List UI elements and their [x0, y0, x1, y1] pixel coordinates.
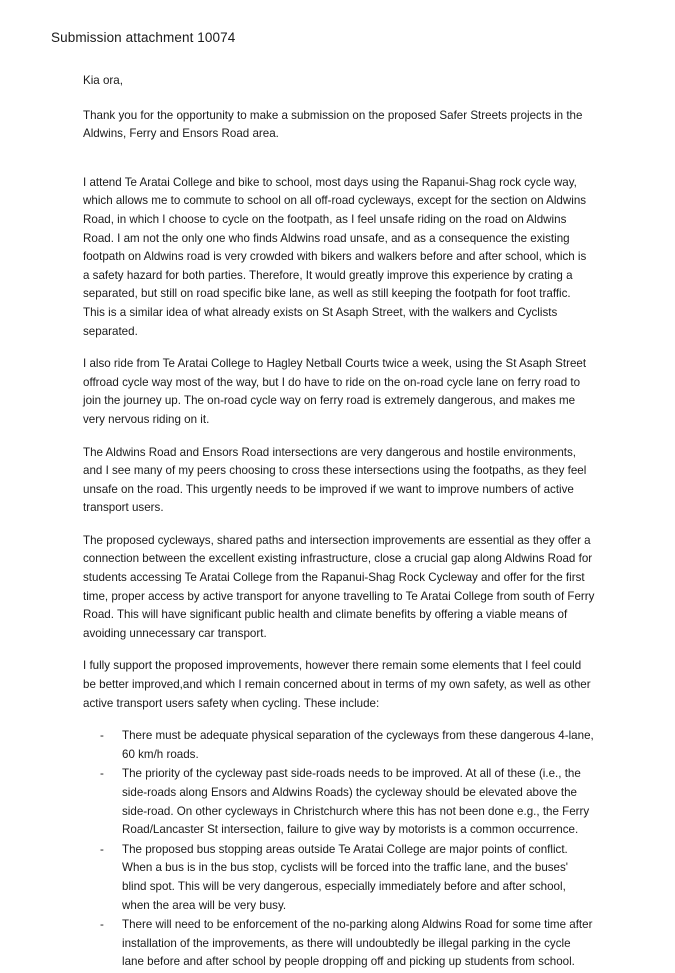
list-item: [83, 841, 595, 915]
paragraph-3: I also ride from Te Aratai College to Hagley Netball Courts twice a week, using the St Asaph Street offroad cycle way most of the way, but I do have to ride on the on-road cycle lane on ferry road to join the journey up. The on-road cycle way on ferry road is extremely dangerous, and makes me very nervous riding on it.: [83, 357, 587, 426]
bullet-marker-icon: -: [100, 767, 104, 781]
page-title: Submission attachment 10074: [51, 30, 236, 45]
paragraph-1: Thank you for the opportunity to make a submission on the proposed Safer Streets projects in the Aldwins, Ferry and Ensors Road area.: [83, 108, 583, 141]
list-item-text: There must be adequate physical separation of the cycleways from these dangerous 4-lane, 60 km/h roads.: [122, 729, 594, 761]
paragraph-4: The Aldwins Road and Ensors Road intersections are very dangerous and hostile environments, and I see many of my peers choosing to cross these intersections using the footpaths, as they feel unsafe on the road. This urgently needs to be improved if we want to improve numbers of active transport users.: [83, 445, 587, 515]
greeting-paragraph: Kia ora,: [83, 74, 123, 87]
list-item: [83, 727, 595, 764]
list-item: [83, 916, 595, 972]
paragraph-2: I attend Te Aratai College and bike to school, most days using the Rapanui-Shag rock cycle way, which allows me to commute to school on all off-road cycleways, except for the section on Aldwins Road, in which I choose to cycle on the footpath, as I feel unsafe riding on the road on Aldwins Road. I am not the only one who finds Aldwins road unsafe, and as a consequence the existing footpath on Aldwins road is very crowded with bikers and walkers before and after school, which is a safety hazard for both parties. Therefore, It would greatly improve this experience by crating a separated, but still on road specific bike lane, as well as still keeping the footpath for foot traffic. This is a similar idea of what already exists on St Asaph Street, with the walkers and Cyclists separated.: [83, 175, 587, 338]
bullet-marker-icon: -: [100, 729, 104, 743]
list-item-text: The priority of the cycleway past side-roads needs to be improved. At all of these (i.e., the side-roads along Ensors and Aldwins Roads) the cycleway should be elevated above the side-road. On other cycleways in Christchurch where this has not been done e.g., the Ferry Road/Lancaster St intersection, failure to give way by motorists is a common occurrence.: [122, 767, 590, 837]
list-item-text: There will need to be enforcement of the no-parking along Aldwins Road for some time after installation of the improvements, as there will undoubtedly be illegal parking in the cycle lane before and after school by people dropping off and picking up students from school.: [122, 918, 593, 969]
concerns-list: [83, 727, 595, 972]
bullet-marker-icon: -: [100, 842, 104, 856]
document-body: [83, 72, 595, 973]
paragraph-6: I fully support the proposed improvements, however there remain some elements that I feel could be better improved,and which I remain concerned about in terms of my own safety, as well as other active transport users safety when cycling. These include:: [83, 659, 591, 710]
list-item: [83, 765, 595, 839]
bullet-marker-icon: -: [100, 918, 104, 932]
list-item-text: The proposed bus stopping areas outside Te Aratai College are major points of conflict. When a bus is in the bus stop, cyclists will be forced into the traffic lane, and the buses' blind spot. This will be very dangerous, especially immediately before and after school, when the area will be very busy.: [122, 842, 569, 912]
paragraph-5: The proposed cycleways, shared paths and intersection improvements are essential as they offer a connection between the excellent existing infrastructure, close a crucial gap along Aldwins Road for students accessing Te Aratai College from the Rapanui-Shag Rock Cycleway and offer for the first time, proper access by active transport for anyone travelling to Te Aratai College from south of Ferry Road. This will have significant public health and climate benefits by offering a viable means of avoiding unnecessary car transport.: [83, 533, 595, 640]
